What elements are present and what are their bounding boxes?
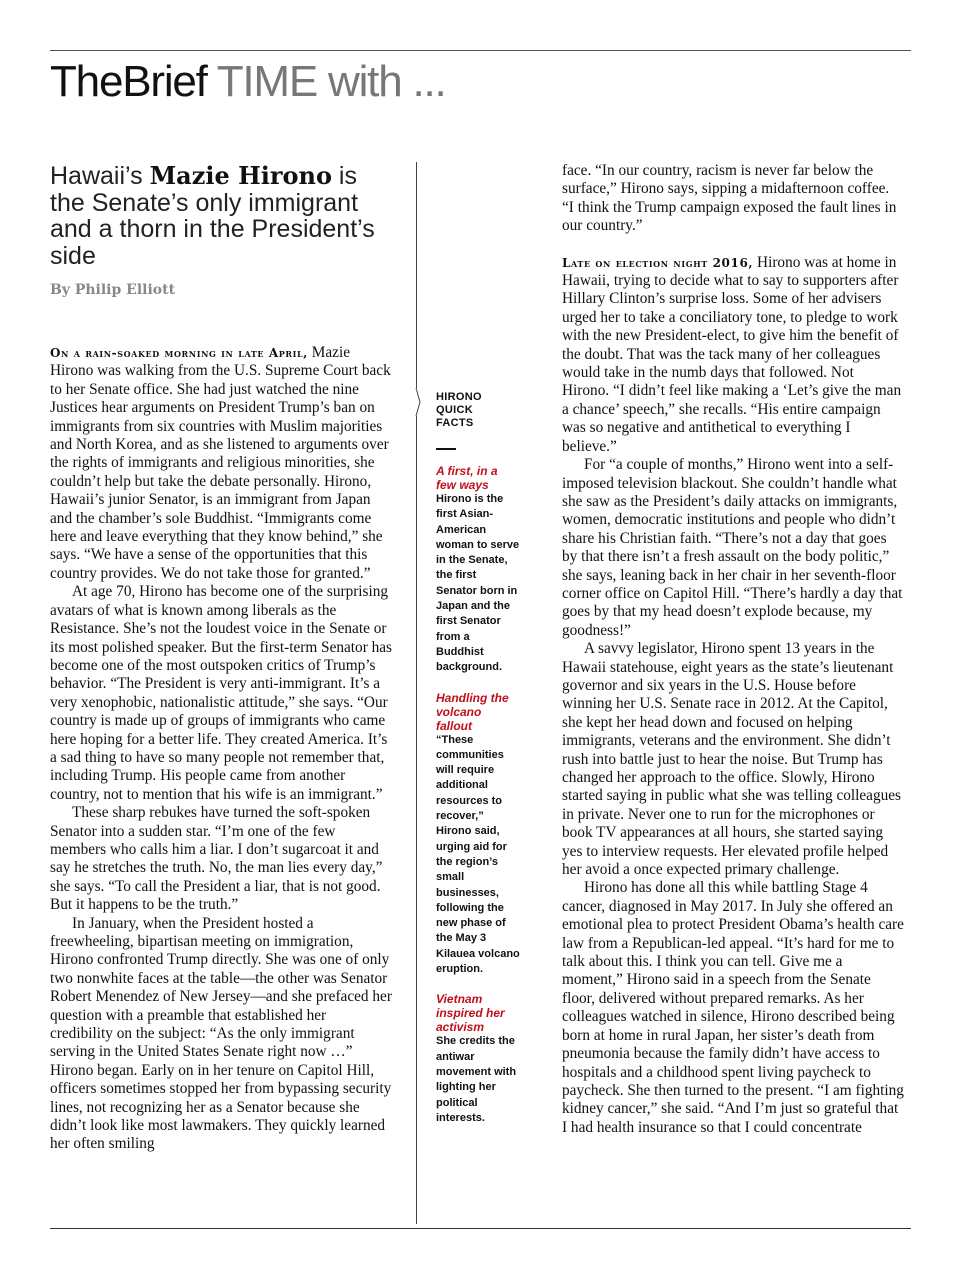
section-title: TheBrief xyxy=(50,57,207,106)
divider-chevron xyxy=(413,388,421,416)
column-divider xyxy=(416,162,417,1224)
sidebar-title-line: QUICK xyxy=(436,404,473,416)
fact-body: Hirono is the first Asian-American woman to serve in the Senate, the first Senator born in Japan and the first Senator from a Buddhist background. xyxy=(436,493,520,674)
headline-name: Mazie Hirono xyxy=(149,161,332,190)
sidebar-title xyxy=(436,391,520,430)
quick-facts-sidebar xyxy=(436,391,520,1141)
paragraph: A savvy legislator, Hirono spent 13 years in the Hawaii statehouse, eight years as the state’s lieutenant governor and six years in the U.S. House before winning her U.S. Senate race in 2012. At the Capitol, she kept her head down and focused on helping immigrants, veterans and the environment. She didn’t rush into battle just to hear the noise. But Trump has changed her approach to the office. Slowly, Hirono started saying in public what she was telling colleagues in private. Never one to run for the microphones or book TV appearances at all hours, she started saying yes to interview requests. Her elevated profile helped her avoid a once expected primary challenge. xyxy=(562,640,901,879)
section-header xyxy=(50,55,446,109)
sidebar-title-line: HIRONO xyxy=(436,391,482,403)
article-column-1 xyxy=(50,344,392,1224)
lead-in: On a rain-soaked morning in late April, xyxy=(50,346,308,360)
fact-item xyxy=(436,691,520,978)
paragraph-text: Hirono was at home in Hawaii, trying to decide what to say to supporters after Hillary Clinton’s surprise loss. Some of her advisers urged her to take a conciliatory tone, to pledge to work with the new President-elect, to give him the benefit of the doubt. That was the tack many of her colleagues would take in the numb days that followed. Not Hirono. “I didn’t feel like making a ‘Let’s give the man a chance’ speech,” she recalls. “His entire campaign was so negative and antithetical to everything I believe.” xyxy=(562,253,902,455)
section-break xyxy=(562,236,904,254)
sidebar-rule xyxy=(436,448,456,450)
top-rule xyxy=(50,50,911,51)
fact-heading: A first, in a few ways xyxy=(436,464,498,492)
byline: By Philip Elliott xyxy=(50,282,176,298)
paragraph: Hirono has done all this while battling Stage 4 cancer, diagnosed in May 2017. In July she offered an emotional plea to protect President Obama’s health care law from a Republican-led appeal. “It’s hard for me to talk about this. I think you can tell. Give me a moment,” Hirono said in a speech from the Senate floor, delivered without prepared remarks. As her colleagues watched in silence, Hirono described being born at home in rural Japan, her sister’s death from pneumonia because the family didn’t have access to hospitals and a childhood spent living paycheck to paycheck. She then turned to the present. “I am fighting kidney cancer,” she said. “And I’m just so grateful that I had health insurance so that I could concentrate xyxy=(562,879,904,1136)
headline xyxy=(50,163,395,269)
bottom-rule xyxy=(50,1228,911,1229)
paragraph: In January, when the President hosted a freewheeling, bipartisan meeting on immigration, Hirono confronted Trump directly. She was one of only two nonwhite faces at the table—the other was Senator Robert Menendez of New Jersey—and she prefaced her question with a preamble that established her credibility on the subject: “As the only immigrant serving in the United States Senate right now …” Hirono began. Early on in her tenure on Capitol Hill, officers sometimes stopped her from bypassing security lines, not recognizing her as a Senator because she didn’t look like most lawmakers. They quickly learned her often smiling xyxy=(50,914,392,1153)
fact-item xyxy=(436,992,520,1126)
sidebar-title-line: FACTS xyxy=(436,417,474,429)
fact-body: “These communities will require additional resources to recover,” Hirono said, urging aid for the region’s small businesses, following the new phase of the May 3 Kilauea volcano eruption. xyxy=(436,733,520,976)
section-subtitle: TIME with ... xyxy=(216,57,446,106)
lead-in: Late on election night 2016, xyxy=(562,255,754,270)
paragraph: face. “In our country, racism is never far below the surface,” Hirono says, sipping a midafternoon coffee. “I think the Trump campaign exposed the fault lines in our country.” xyxy=(562,162,897,235)
fact-heading: Vietnam inspired her activism xyxy=(436,992,505,1035)
paragraph: At age 70, Hirono has become one of the surprising avatars of what is known among liberals as the Resistance. She’s not the loudest voice in the Senate or its most polished speaker. But the first-term Senator has become one of the most outspoken critics of Trump’s behavior. “The President is very anti-immigrant. It’s a very xenophobic, nationalistic attitude,” she says. “Our country is made up of groups of immigrants who came here hoping for a better life. They created America. It’s a sad thing to have so many people not remember that, including Trump. His people came from another country, not to mention that his wife is an immigrant.” xyxy=(50,583,392,803)
paragraph-text: Mazie Hirono was walking from the U.S. Supreme Court back to her Senate office. She had just watched the nine Justices hear arguments on President Trump’s ban on immigrants from six countries with Muslim majorities and North Korea, and as she listened to arguments over the rights of immigrants and religious minorities, she couldn’t help but take the debate personally. Hirono, Hawaii’s junior Senator, is an immigrant from Japan and the chamber’s sole Buddhist. “Immigrants come here and leave everything that they know behind,” she says. “We have a sense of the opportunities that this country provides. We do not take those for granted.” xyxy=(50,344,391,582)
paragraph xyxy=(50,344,392,583)
article-column-2 xyxy=(562,162,904,1224)
fact-body: She credits the antiwar movement with lighting her political interests. xyxy=(436,1035,517,1124)
headline-pre: Hawaii’s xyxy=(50,162,150,190)
paragraph: For “a couple of months,” Hirono went into a self-imposed television blackout. She couldn’t handle what she saw as the President’s daily attacks on immigrants, women, democratic institutions and people who didn’t share his Christian faith. “There’s not a day that goes by that there isn’t a fresh assault on the body politic,” she says, leaning back in her chair in her seventh-floor corner office on Capitol Hill. “There’s hardly a day that goes by that my head doesn’t explode because, my goodness!” xyxy=(562,456,903,639)
paragraph: These sharp rebukes have turned the soft-spoken Senator into a sudden star. “I’m one of the few members who calls him a liar. I don’t sugarcoat it and say he stretches the truth. No, the man lies every day,” she says. “To call the President a liar, that is not good. But it happens to be the truth.” xyxy=(50,804,383,914)
headline-post: is the Senate’s only immigrant and a thorn in the President’s side xyxy=(50,162,375,270)
fact-heading: Handling the volcano fallout xyxy=(436,690,509,733)
fact-item xyxy=(436,464,520,676)
paragraph xyxy=(562,254,904,456)
